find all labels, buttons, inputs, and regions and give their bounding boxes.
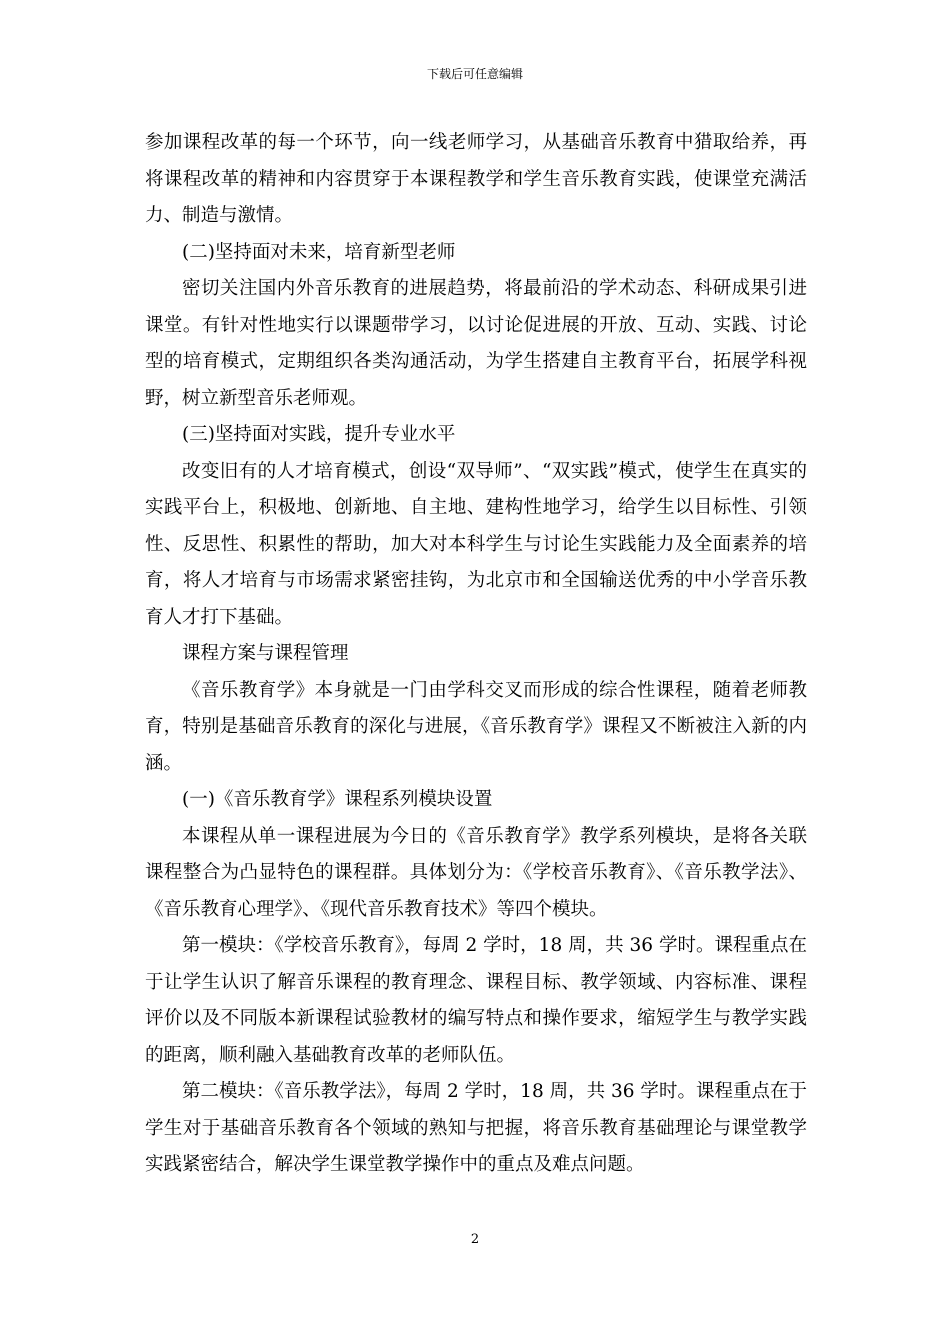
paragraph-continuation: 参加课程改革的每一个环节，向一线老师学习，从基础音乐教育中猎取给养，再将课程改革的精神和内容贯穿于本课程教学和学生音乐教育实践，使课堂充满活力、制造与激情。 bbox=[145, 132, 807, 226]
section-heading-3: (三)坚持面对实践，提升专业水平 bbox=[182, 424, 456, 445]
paragraph: 密切关注国内外音乐教育的进展趋势，将最前沿的学术动态、科研成果引进课堂。有针对性地实行以课题带学习，以讨论促进展的开放、互动、实践、讨论型的培育模式，定期组织各类沟通活动，为学生搭建自主教育平台，拓展学科视野，树立新型音乐老师观。 bbox=[145, 278, 807, 409]
section-heading-1: (一)《音乐教育学》课程系列模块设置 bbox=[182, 789, 493, 810]
paragraph: 《音乐教育学》本身就是一门由学科交叉而形成的综合性课程，随着老师教育，特别是基础音乐教育的深化与进展，《音乐教育学》课程又不断被注入新的内涵。 bbox=[145, 679, 807, 774]
paragraph: 改变旧有的人才培育模式，创设“双导师”、“双实践”模式，使学生在真实的实践平台上，积极地、创新地、自主地、建构性地学习，给学生以目标性、引领性、反思性、积累性的帮助，加大对本科学生与讨论生实践能力及全面素养的培育，将人才培育与市场需求紧密挂钩，为北京市和全国输送优秀的中小学音乐教育人才打下基础。 bbox=[145, 460, 807, 628]
page-number: 2 bbox=[470, 1232, 480, 1247]
page-header: 下载后可任意编辑 bbox=[426, 67, 523, 81]
section-heading-2: (二)坚持面对未来，培育新型老师 bbox=[182, 241, 456, 263]
paragraph-module-1: 第一模块：《学校音乐教育》，每周 2 学时，18 周，共 36 学时。课程重点在于让学生认识了解音乐课程的教育理念、课程目标、教学领域、内容标准、课程评价以及不同版本新课程试验教材的编写特点和操作要求，缩短学生与教学实践的距离，顺利融入基础教育改革的老师队伍。 bbox=[145, 935, 807, 1066]
section-heading-course-plan: 课程方案与课程管理 bbox=[182, 643, 349, 664]
paragraph: 本课程从单一课程进展为今日的《音乐教育学》教学系列模块，是将各关联课程整合为凸显特色的课程群。具体划分为：《学校音乐教育》、《音乐教学法》、《音乐教育心理学》、《现代音乐教育技术》等四个模块。 bbox=[145, 825, 807, 920]
paragraph-module-2: 第二模块：《音乐教学法》，每周 2 学时，18 周，共 36 学时。课程重点在于学生对于基础音乐教育各个领域的熟知与把握，将音乐教育基础理论与课堂教学实践紧密结合，解决学生课堂教学操作中的重点及难点问题。 bbox=[145, 1081, 807, 1175]
document-body bbox=[145, 125, 807, 1184]
